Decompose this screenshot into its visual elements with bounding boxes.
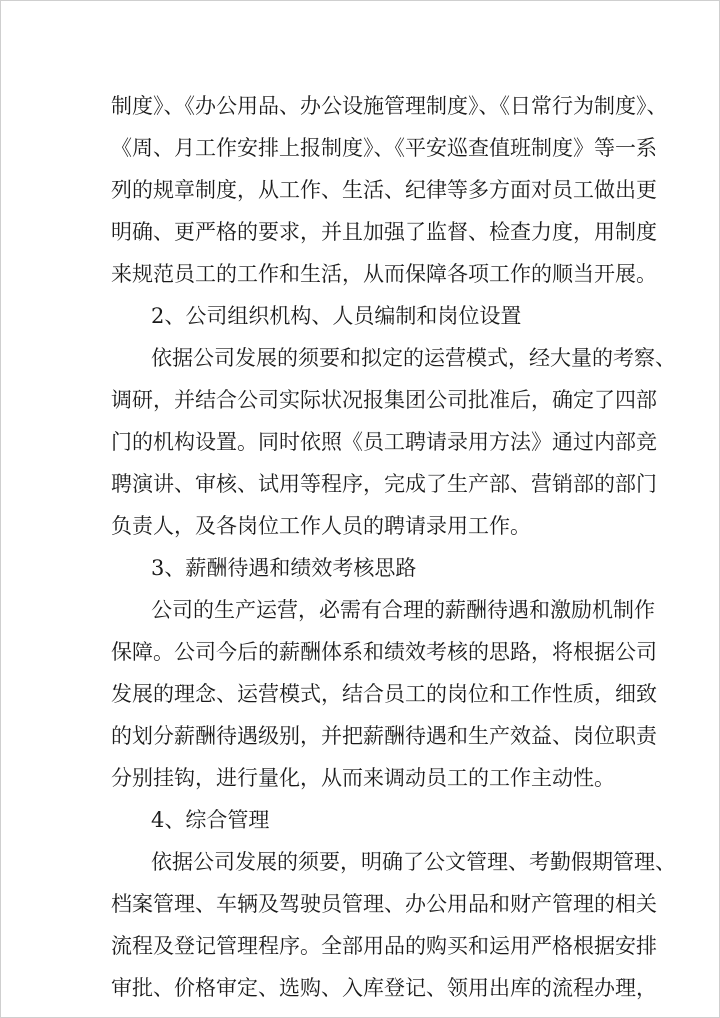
- paragraph-line: 分别挂钩，进行量化，从而来调动员工的工作主动性。: [111, 766, 615, 790]
- paragraph-line: 明确、更严格的要求，并且加强了监督、检查力度，用制度: [111, 220, 657, 244]
- paragraph-line: 流程及登记管理程序。全部用品的购买和运用严格根据安排: [111, 934, 657, 958]
- paragraph-line: 公司的生产运营，必需有合理的薪酬待遇和激励机制作: [151, 598, 655, 622]
- paragraph-line: 门的机构设置。同时依照《员工聘请录用方法》通过内部竞: [111, 430, 657, 454]
- paragraph-line: 的划分薪酬待遇级别，并把薪酬待遇和生产效益、岗位职责: [111, 724, 657, 748]
- paragraph-line: 《周、月工作安排上报制度》、《平安巡查值班制度》等一系: [111, 136, 657, 160]
- paragraph-line: 审批、价格审定、选购、入库登记、领用出库的流程办理，: [111, 976, 657, 1000]
- paragraph-line: 调研，并结合公司实际状况报集团公司批准后，确定了四部: [111, 388, 657, 412]
- paragraph-line: 发展的理念、运营模式，结合员工的岗位和工作性质，细致: [111, 682, 657, 706]
- section-heading: 2、公司组织机构、人员编制和岗位设置: [151, 304, 522, 328]
- section-heading: 4、综合管理: [151, 808, 270, 832]
- paragraph-line: 档案管理、车辆及驾驶员管理、办公用品和财产管理的相关: [111, 892, 657, 916]
- paragraph-line: 制度》、《办公用品、办公设施管理制度》、《日常行为制度》、: [111, 94, 668, 118]
- section-heading: 3、薪酬待遇和绩效考核思路: [151, 556, 417, 580]
- paragraph-line: 依据公司发展的须要，明确了公文管理、考勤假期管理、: [151, 850, 676, 874]
- paragraph-line: 负责人，及各岗位工作人员的聘请录用工作。: [111, 514, 531, 538]
- paragraph-line: 保障。公司今后的薪酬体系和绩效考核的思路，将根据公司: [111, 640, 657, 664]
- paragraph-line: 列的规章制度，从工作、生活、纪律等多方面对员工做出更: [111, 178, 657, 202]
- paragraph-line: 来规范员工的工作和生活，从而保障各项工作的顺当开展。: [111, 262, 657, 286]
- paragraph-line: 聘演讲、审核、试用等程序，完成了生产部、营销部的部门: [111, 472, 657, 496]
- paragraph-line: 依据公司发展的须要和拟定的运营模式，经大量的考察、: [151, 346, 676, 370]
